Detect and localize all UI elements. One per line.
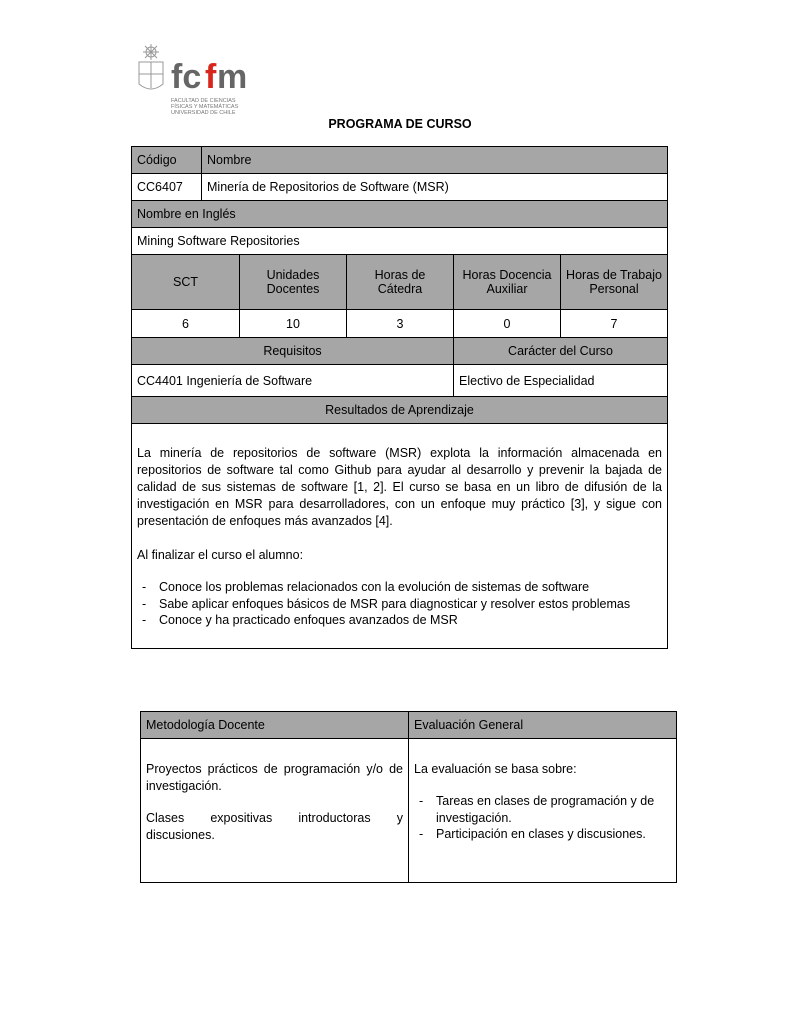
metodologia-p2: Clases expositivas introductoras y discusiones. [146,811,403,842]
list-item: - Conoce los problemas relacionados con la evolución de sistemas de software [137,579,662,596]
unidades-header: Unidades Docentes [239,254,347,310]
auxiliar-header: Horas Docencia Auxiliar [453,254,561,310]
svg-text:f: f [205,58,217,96]
svg-text:FÍSICAS Y MATEMÁTICAS: FÍSICAS Y MATEMÁTICAS [171,104,239,110]
evaluacion-list [414,793,671,843]
personal-header: Horas de Trabajo Personal [560,254,668,310]
resultados-paragraph: La minería de repositorios de software (MSR) explota la información almacenada en repositorios de software tal como Github para ayudar al desarrollo y prevenir la bajada de calidad de sus sistemas de software [1, 2]. El curso se basa en un libro de difusión de la investigación en MSR para desarrolladores, con un enfoque muy práctico [3], y sigue con presentación de enfoques más avanzados [4]. [137,446,662,528]
sct-header: SCT [131,254,240,310]
evaluacion-header: Evaluación General [408,711,677,739]
codigo-value: CC6407 [131,173,202,201]
auxiliar-value: 0 [453,309,561,338]
svg-text:UNIVERSIDAD DE CHILE: UNIVERSIDAD DE CHILE [171,110,236,116]
ingles-value: Mining Software Repositories [131,227,668,255]
requisitos-header: Requisitos [131,337,454,365]
fcfm-logo [137,44,257,119]
evaluacion-intro: La evaluación se basa sobre: [414,762,577,776]
resultados-header: Resultados de Aprendizaje [131,396,668,424]
svg-text:FACULTAD DE CIENCIAS: FACULTAD DE CIENCIAS [171,98,236,104]
metodologia-body [140,738,409,883]
metodologia-p1: Proyectos prácticos de programación y/o de investigación. [146,762,403,793]
requisitos-value: CC4401 Ingeniería de Software [131,364,454,397]
page-title: PROGRAMA DE CURSO [328,117,472,131]
catedra-header: Horas de Cátedra [346,254,454,310]
sct-value: 6 [131,309,240,338]
svg-text:m: m [217,58,248,96]
ingles-header: Nombre en Inglés [131,200,668,228]
caracter-value: Electivo de Especialidad [453,364,668,397]
resultados-intro: Al finalizar el curso el alumno: [137,548,304,562]
nombre-value: Minería de Repositorios de Software (MSR) [201,173,668,201]
nombre-header: Nombre [201,146,668,174]
svg-text:fc: fc [171,58,202,96]
resultados-body [131,423,668,649]
catedra-value: 3 [346,309,454,338]
caracter-header: Carácter del Curso [453,337,668,365]
list-item: - Conoce y ha practicado enfoques avanzados de MSR [137,612,662,629]
list-item: - Tareas en clases de programación y de investigación. [414,793,671,826]
codigo-header: Código [131,146,202,174]
personal-value: 7 [560,309,668,338]
list-item: - Sabe aplicar enfoques básicos de MSR para diagnosticar y resolver estos problemas [137,596,662,613]
unidades-value: 10 [239,309,347,338]
evaluacion-body [408,738,677,883]
resultados-list [137,579,662,629]
metodologia-header: Metodología Docente [140,711,409,739]
list-item: - Participación en clases y discusiones. [414,826,671,843]
